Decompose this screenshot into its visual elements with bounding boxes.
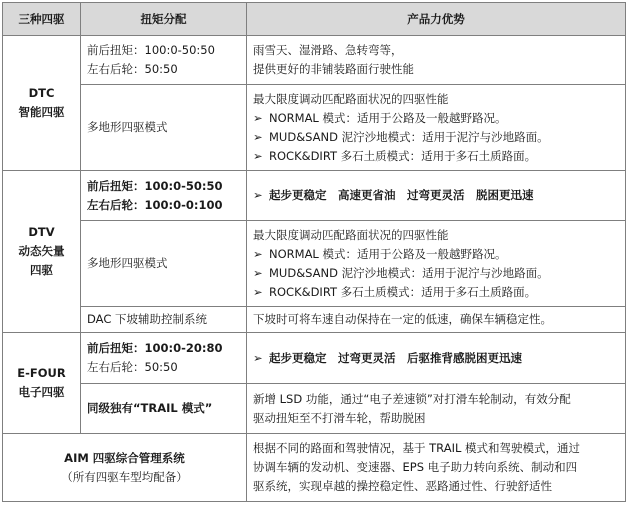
efour-row-torque xyxy=(3,333,626,384)
dtv-terrain-mode: 多地形四驱模式 xyxy=(81,221,247,307)
dtc-terrain-mode: 多地形四驱模式 xyxy=(81,85,247,171)
arrow-bullet-icon: ➢ xyxy=(253,265,263,280)
efour-advantage: ➢ 起步更稳定 过弯更灵活 后驱推背感脱困更迅速 xyxy=(253,349,619,368)
dtc-advantage-line: 提供更好的非铺装路面行驶性能 xyxy=(253,62,414,76)
header-product-advantages: 产品力优势 xyxy=(247,3,626,36)
dtv-terrain-bullet: ➢ NORMAL 模式：适用于公路及一般越野路况。 xyxy=(253,245,619,264)
arrow-bullet-icon: ➢ xyxy=(253,148,263,163)
arrow-bullet-icon: ➢ xyxy=(253,284,263,299)
aim-title: AIM 四驱综合管理系统 xyxy=(64,450,185,465)
arrow-bullet-icon: ➢ xyxy=(253,110,263,125)
efour-name: E-FOUR xyxy=(17,366,66,380)
efour-torque-left-right: 左右后轮：50:50 xyxy=(87,360,178,374)
aim-advantage-line: 根据不同的路面和驾驶情况，基于 TRAIL 模式和驾驶模式，通过 xyxy=(253,441,581,455)
dtv-row-dac xyxy=(3,307,626,333)
dtv-name-cn: 动态矢量 xyxy=(18,244,65,258)
dtc-torque-left-right: 左右后轮：50:50 xyxy=(87,62,178,76)
dtv-torque-left-right: 左右后轮：100:0-0:100 xyxy=(87,197,223,212)
dtc-advantage-cell xyxy=(247,36,626,85)
arrow-bullet-icon: ➢ xyxy=(253,350,263,365)
dtc-terrain-intro: 最大限度调动匹配路面状况的四驱性能 xyxy=(253,91,449,106)
efour-torque-front-rear: 前后扭矩：100:0-20:80 xyxy=(87,341,223,355)
aim-name-cell xyxy=(3,434,247,502)
dtv-torque-front-rear: 前后扭矩：100:0-50:50 xyxy=(87,178,223,193)
dtv-row-torque xyxy=(3,171,626,221)
dtv-row-terrain xyxy=(3,221,626,307)
efour-torque-cell xyxy=(81,333,247,384)
dtc-row-terrain xyxy=(3,85,626,171)
dtv-advantage-cell xyxy=(247,171,626,221)
dtv-torque-cell xyxy=(81,171,247,221)
dtc-name-cn: 智能四驱 xyxy=(18,105,65,119)
dtv-name-cell xyxy=(3,171,81,333)
aim-advantage-cell xyxy=(247,434,626,502)
efour-advantage-cell xyxy=(247,333,626,384)
dtv-terrain-bullet: ➢ MUD&SAND 泥泞沙地模式：适用于泥泞与沙地路面。 xyxy=(253,264,619,283)
aim-subtitle: （所有四驱车型均配备） xyxy=(61,469,188,484)
arrow-bullet-icon: ➢ xyxy=(253,129,263,144)
efour-trail-mode: 同级独有“TRAIL 模式” xyxy=(81,384,247,434)
dtc-name: DTC xyxy=(28,86,55,100)
dtc-terrain-bullet: ➢ ROCK&DIRT 多石土质模式：适用于多石土质路面。 xyxy=(253,147,619,166)
aim-row xyxy=(3,434,626,502)
dtc-name-cell xyxy=(3,36,81,171)
aim-advantage-line: 驱系统，实现卓越的操控稳定性、恶路通过性、行驶舒适性 xyxy=(253,479,552,493)
dtc-terrain-advantage-cell xyxy=(247,85,626,171)
dtv-terrain-bullet: ➢ ROCK&DIRT 多石土质模式：适用于多石土质路面。 xyxy=(253,283,619,302)
dtv-dac-mode: DAC 下坡辅助控制系统 xyxy=(81,307,247,333)
efour-name-cell xyxy=(3,333,81,434)
dtv-advantage: ➢ 起步更稳定 高速更省油 过弯更灵活 脱困更迅速 xyxy=(253,186,619,205)
dtv-name-cn-2: 四驱 xyxy=(30,263,53,277)
dtv-dac-advantage: 下坡时可将车速自动保持在一定的低速，确保车辆稳定性。 xyxy=(247,307,626,333)
efour-trail-advantage-cell xyxy=(247,384,626,434)
efour-trail-advantage-line: 新增 LSD 功能，通过“电子差速锁”对打滑车轮制动，有效分配 xyxy=(253,391,571,406)
dtv-name: DTV xyxy=(28,225,55,239)
aim-advantage-line: 协调车辆的发动机、变速器、EPS 电子助力转向系统、制动和四 xyxy=(253,460,578,474)
dtv-terrain-advantage-cell xyxy=(247,221,626,307)
header-torque-distribution: 扭矩分配 xyxy=(81,3,247,36)
dtc-torque-cell xyxy=(81,36,247,85)
dtc-terrain-bullet: ➢ NORMAL 模式：适用于公路及一般越野路况。 xyxy=(253,109,619,128)
arrow-bullet-icon: ➢ xyxy=(253,246,263,261)
efour-name-cn: 电子四驱 xyxy=(18,385,65,399)
efour-row-trail xyxy=(3,384,626,434)
arrow-bullet-icon: ➢ xyxy=(253,188,263,202)
dtv-terrain-intro: 最大限度调动匹配路面状况的四驱性能 xyxy=(253,227,449,242)
header-row xyxy=(3,3,626,36)
dtc-row-torque xyxy=(3,36,626,85)
header-awd-types: 三种四驱 xyxy=(3,3,81,36)
dtc-torque-front-rear: 前后扭矩：100:0-50:50 xyxy=(87,43,215,57)
dtc-terrain-bullet: ➢ MUD&SAND 泥泞沙地模式：适用于泥泞与沙地路面。 xyxy=(253,128,619,147)
efour-trail-advantage-line: 驱动扭矩至不打滑车轮，帮助脱困 xyxy=(253,410,426,425)
awd-comparison-table xyxy=(2,2,626,502)
dtc-advantage-line: 雨雪天、湿滑路、急转弯等， xyxy=(253,43,403,57)
